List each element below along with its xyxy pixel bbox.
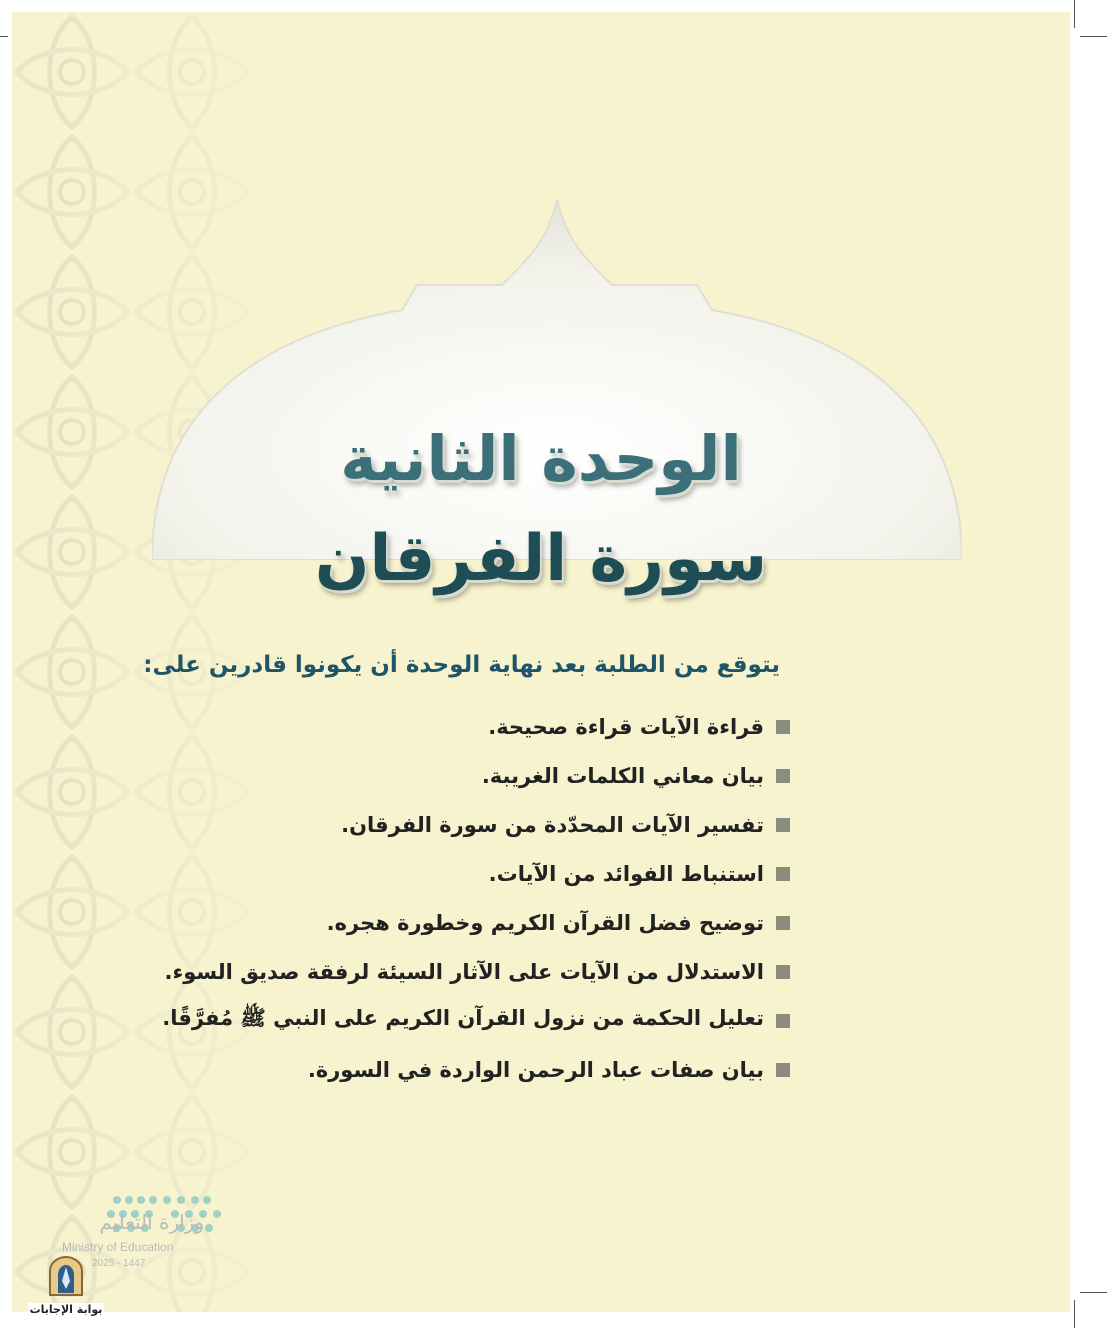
list-item: بيان صفات عباد الرحمن الواردة في السورة. [70, 1045, 790, 1094]
crop-mark [1080, 36, 1107, 37]
square-bullet-icon [776, 867, 790, 881]
list-item: استنباط الفوائد من الآيات. [70, 849, 790, 898]
list-item: الاستدلال من الآيات على الآثار السيئة لرفقة صديق السوء. [70, 947, 790, 996]
square-bullet-icon [776, 769, 790, 783]
list-item: تفسير الآيات المحدّدة من سورة الفرقان. [70, 800, 790, 849]
list-item: قراءة الآيات قراءة صحيحة. [70, 702, 790, 751]
crop-mark [1074, 0, 1075, 28]
crop-mark [1080, 1292, 1107, 1293]
list-item: توضيح فضل القرآن الكريم وخطورة هجره. [70, 898, 790, 947]
portal-label: بوابة الإجابات [29, 1303, 103, 1316]
portal-watermark [28, 1255, 104, 1316]
objectives-intro: يتوقع من الطلبة بعد نهاية الوحدة أن يكونوا قادرين على: [143, 652, 780, 678]
ministry-name-ar: وزارة التعليم [99, 1210, 204, 1234]
inkwell-pen-icon [46, 1255, 86, 1297]
square-bullet-icon [776, 965, 790, 979]
square-bullet-icon [776, 818, 790, 832]
square-bullet-icon [776, 1063, 790, 1077]
dome-shape [152, 200, 962, 560]
objectives-list [70, 702, 790, 1094]
page [12, 12, 1070, 1312]
crop-mark [0, 36, 8, 37]
list-item: تعليل الحكمة من نزول القرآن الكريم على النبي ﷺ مُفرَّقًا. [70, 996, 790, 1045]
surah-title: سورة الفرقان [314, 522, 768, 596]
list-item: بيان معاني الكلمات الغريبة. [70, 751, 790, 800]
square-bullet-icon [776, 916, 790, 930]
ministry-name-en: Ministry of Education [62, 1240, 174, 1254]
unit-title: الوحدة الثانية [340, 422, 742, 495]
crop-mark [1074, 1300, 1075, 1328]
square-bullet-icon [776, 720, 790, 734]
square-bullet-icon [776, 1014, 790, 1028]
ministry-year: 2025 - 1447 [92, 1258, 146, 1269]
